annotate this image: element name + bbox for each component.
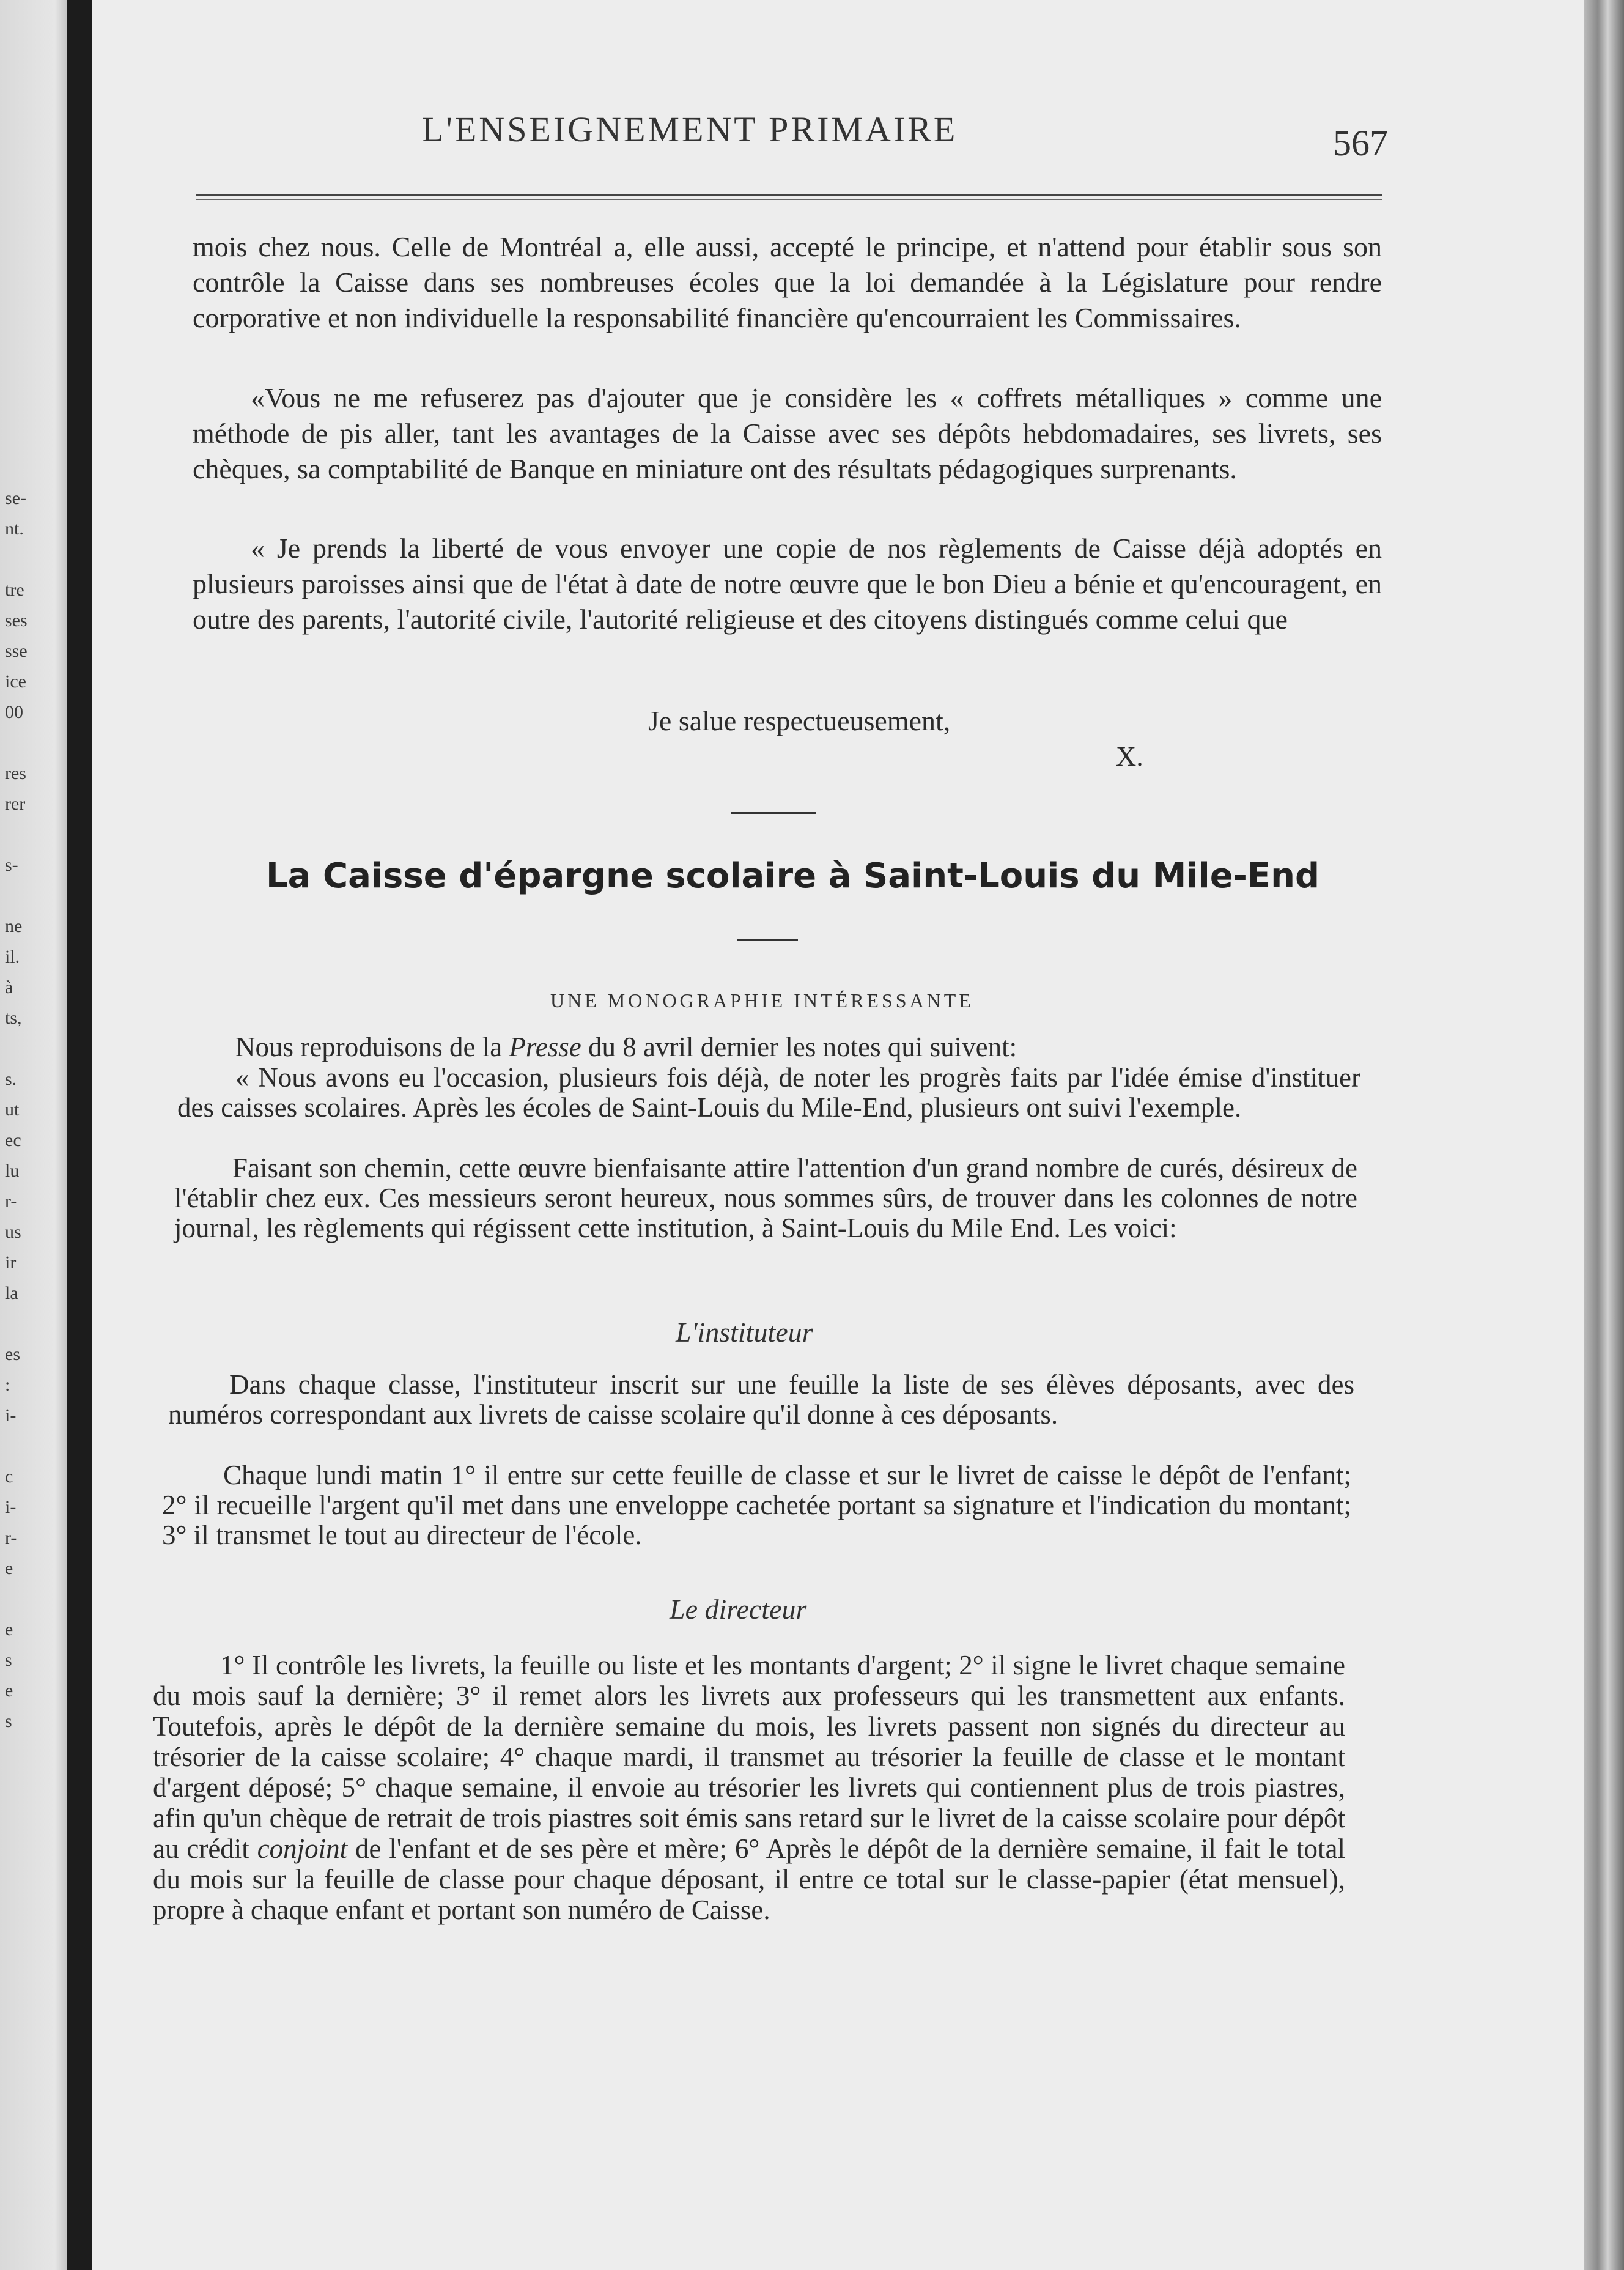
title-divider-rule bbox=[737, 939, 798, 941]
facing-page-fragment: s- bbox=[5, 855, 18, 875]
facing-page-fragment: r- bbox=[5, 1528, 17, 1548]
facing-page-fragment: se- bbox=[5, 488, 26, 508]
page-number: 567 bbox=[1333, 123, 1388, 163]
article-intro bbox=[183, 1032, 1360, 1062]
facing-page-fragment: c bbox=[5, 1466, 13, 1487]
facing-page-fragment: il. bbox=[5, 947, 20, 967]
letter-paragraph-3: « Je prends la liberté de vous envoyer une copie de nos règlements de Caisse déjà adoptés en plusieurs paroisses ainsi que de l'état à date de notre œuvre que le bon Dieu a bénie et qu'encouragent, en outre des parents, l'autorité civile, l'autorité religieuse et des citoyens distingués comme celui que bbox=[193, 533, 1382, 635]
facing-page-fragment: à bbox=[5, 977, 13, 997]
book-page bbox=[92, 0, 1584, 2270]
facing-page-fragment: ir bbox=[5, 1252, 17, 1273]
facing-page-fragment: ne bbox=[5, 916, 23, 936]
facing-page-fragment: ts, bbox=[5, 1008, 22, 1028]
article-paragraph-1: « Nous avons eu l'occasion, plusieurs fois déjà, de noter les progrès faits par l'idée émise d'instituer des caisses scolaires. Après les écoles de Saint-Louis du Mile-End, plusieurs ont suivi l'exemple. bbox=[177, 1062, 1360, 1123]
facing-page-fragment: s bbox=[5, 1711, 12, 1731]
facing-page-fragment bbox=[5, 1309, 66, 1339]
facing-page-fragments bbox=[5, 483, 66, 1737]
letter-paragraph-1: mois chez nous. Celle de Montréal a, elle aussi, accepté le principe, et n'attend pour établir sous son contrôle la Caisse dans ses nombreuses écoles que la loi demandée à la Législature pour rendre corporative et non individuelle la responsabilité financière qu'encourraient les Commissaires. bbox=[193, 231, 1382, 333]
letter-paragraph-2: «Vous ne me refuserez pas d'ajouter que je considère les « coffrets métalliques » comme une méthode de pis aller, tant les avantages de la Caisse avec ses dépôts hebdomadaires, ses livrets, ses chèques, sa comptabilité de Banque en miniature ont des résultats pédagogiques surprenants. bbox=[193, 382, 1382, 484]
facing-page-fragment: s bbox=[5, 1650, 12, 1670]
section-divider-rule bbox=[731, 812, 816, 814]
facing-page-fragment: la bbox=[5, 1283, 18, 1303]
facing-page-fragment: tre bbox=[5, 580, 24, 600]
facing-page-fragment: s. bbox=[5, 1069, 17, 1089]
article-title: La Caisse d'épargne scolaire à Saint-Louis du Mile-End bbox=[266, 856, 1320, 896]
letter-closing: Je salue respectueusement, bbox=[648, 705, 951, 736]
facing-page-fragment: r- bbox=[5, 1191, 17, 1211]
facing-page-fragment bbox=[5, 1033, 66, 1064]
intro-text-before: Nous reproduisons de la bbox=[235, 1032, 509, 1062]
facing-page-fragment: e bbox=[5, 1619, 13, 1640]
facing-page-fragment: i- bbox=[5, 1405, 17, 1425]
article-subtitle: UNE MONOGRAPHIE INTÉRESSANTE bbox=[550, 989, 974, 1011]
facing-page-fragment: : bbox=[5, 1375, 10, 1395]
facing-page-fragment: sse bbox=[5, 641, 28, 661]
facing-page-fragment bbox=[5, 1431, 66, 1462]
article-paragraph-2: Faisant son chemin, cette œuvre bienfaisante attire l'attention d'un grand nombre de curés, désireux de l'établir chez eux. Ces messieurs seront heureux, nous sommes sûrs, de trouver dans les colonnes de notre journal, les règlements qui régissent cette institution, à Saint-Louis du Mile End. Les voici: bbox=[174, 1153, 1357, 1243]
section-heading-directeur: Le directeur bbox=[670, 1594, 807, 1625]
facing-page-fragment: e bbox=[5, 1680, 13, 1701]
page-edge-right bbox=[1584, 0, 1624, 2270]
facing-page-fragment: rer bbox=[5, 794, 26, 814]
header-rule bbox=[196, 194, 1382, 200]
facing-page-fragment bbox=[5, 819, 66, 850]
facing-page-fragment: ut bbox=[5, 1100, 20, 1120]
directeur-text-before: 1° Il contrôle les livrets, la feuille ou liste et les montants d'argent; 2° il signe le livret chaque semaine du mois sauf la dernière; 3° il remet alors les livrets aux professeurs qui les transmettent aux enfants. Toutefois, après le dépôt de la dernière semaine du mois, les livrets passent non signés du directeur au trésorier de la caisse scolaire; 4° chaque mardi, il transmet au trésorier la feuille de classe et le montant d'argent déposé; 5° chaque semaine, il envoie au trésorier les livrets qui contiennent plus de trois piastres, afin qu'un chèque de retrait de trois piastres soit émis sans retard sur le livret de la caisse scolaire pour dépôt au crédit bbox=[153, 1650, 1345, 1864]
running-head: L'ENSEIGNEMENT PRIMAIRE bbox=[422, 109, 958, 149]
instituteur-paragraph-1: Dans chaque classe, l'instituteur inscrit sur une feuille la liste de ses élèves déposants, avec des numéros correspondant aux livrets de caisse scolaire qu'il donne à ces déposants. bbox=[168, 1369, 1354, 1430]
directeur-emphasis: conjoint bbox=[257, 1833, 348, 1864]
intro-text-after: du 8 avril dernier les notes qui suivent: bbox=[581, 1032, 1017, 1062]
instituteur-paragraph-2: Chaque lundi matin 1° il entre sur cette feuille de classe et sur le livret de caisse le dépôt de l'enfant; 2° il recueille l'argent qu'il met dans une enveloppe cachetée portant sa signature et l'indication du montant; 3° il transmet le tout au directeur de l'école. bbox=[162, 1460, 1351, 1550]
facing-page-fragment: 00 bbox=[5, 702, 23, 722]
facing-page-fragment: ice bbox=[5, 671, 26, 692]
section-heading-instituteur: L'instituteur bbox=[676, 1317, 813, 1348]
facing-page-fragment: e bbox=[5, 1558, 13, 1578]
facing-page-fragment bbox=[5, 544, 66, 575]
facing-page-fragment: ec bbox=[5, 1130, 21, 1150]
facing-page-fragment bbox=[5, 1584, 66, 1614]
facing-page-fragment: us bbox=[5, 1222, 21, 1242]
letter-signature: X. bbox=[1116, 741, 1143, 772]
directeur-paragraph-1 bbox=[153, 1650, 1345, 1925]
book-gutter bbox=[67, 0, 92, 2270]
directeur-text-after: de l'enfant et de ses père et mère; 6° Après le dépôt de la dernière semaine, il fait le total du mois sur la feuille de classe pour chaque déposant, il entre ce total sur le classe-papier (état mensuel), propre à chaque enfant et portant son numéro de Caisse. bbox=[153, 1833, 1345, 1925]
facing-page-fragment: es bbox=[5, 1344, 20, 1364]
facing-page-fragment: ses bbox=[5, 610, 28, 630]
facing-page-fragment bbox=[5, 728, 66, 758]
facing-page-fragment: nt. bbox=[5, 519, 24, 539]
facing-page-fragment: lu bbox=[5, 1161, 20, 1181]
facing-page-fragment bbox=[5, 881, 66, 911]
intro-source: Presse bbox=[509, 1032, 581, 1062]
facing-page-fragment: res bbox=[5, 763, 26, 783]
facing-page-fragment: i- bbox=[5, 1497, 17, 1517]
